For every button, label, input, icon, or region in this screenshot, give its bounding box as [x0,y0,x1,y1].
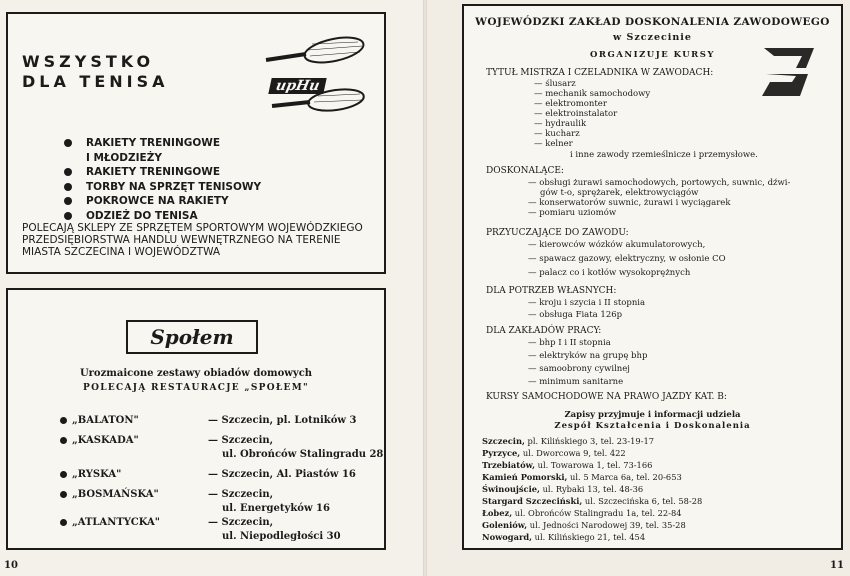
notice-city: w Szczecinie [613,32,692,43]
list-item: TORBY NA SPRZĘT TENISOWY [64,180,261,195]
courses-notice [462,4,843,550]
contact-row: Nowogard, ul. Kilińskiego 21, tel. 454 [482,532,646,542]
tennis-headline: WSZYSTKO DLA TENISA [22,52,169,91]
list-item: — minimum sanitarne [528,377,623,387]
section-heading: TYTUŁ MISTRZA I CZELADNIKA W ZAWODACH: [486,68,714,78]
brand-logo: upHu [268,78,327,94]
list-item: — ślusarz [534,79,576,89]
tennis-item-list [64,136,261,223]
list-item: — kierowców wózków akumulatorowych, [528,240,705,250]
contact-row: Goleniów, ul. Jedności Narodowej 39, tel. 35-28 [482,520,686,530]
bullet-icon [64,139,72,147]
section-heading: DLA ZAKŁADÓW PRACY: [486,326,602,336]
page-number: 11 [830,560,844,571]
contact-row: Łobez, ul. Obrońców Stalingradu 1a, tel. 22-84 [482,508,682,518]
contact-row: Stargard Szczeciński, ul. Szczecińska 6, tel. 58-28 [482,496,703,506]
bullet-icon [60,437,67,444]
spolem-intro-sub: POLECAJĄ RESTAURACJE „SPOŁEM" [83,383,309,393]
contact-row: Trzebiatów, ul. Towarowa 1, tel. 73-166 [482,460,653,470]
list-item: — obsługi żurawi samochodowych, portowych, suwnic, dźwi- [528,178,790,188]
list-item: ODZIEŻ DO TENISA [64,209,261,224]
page-number: 10 [4,560,18,571]
list-item: — hydraulik [534,119,586,129]
tennis-ad [6,12,386,274]
spolem-ad: Społem Urozmaicone zestawy obiadów domowych POLECAJĄ RESTAURACJE „SPOŁEM" „BALATON" — Szczecin, pl. Lotników 3 „KASKADA" — Szczecin, ul. Obrońców Stalingradu 28 „RYSKA" — Szczecin, Al. Piastów 16 „BOSMAŃSKA" — Szczecin, ul. Energetyków 16 „ATLANTYCKA" — Szczecin, ul. Niepodległości 30 [6,288,386,550]
list-item: — elektryków na grupę bhp [528,351,647,361]
list-item-cont: gów t-o, sprężarek, elektrowyciągów [540,188,699,198]
list-item: — elektroinstalator [534,109,617,119]
list-item: POKROWCE NA RAKIETY [64,194,261,209]
book-gutter [423,0,427,576]
list-item: — spawacz gazowy, elektryczny, w osłonie CO [528,254,726,264]
emblem-icon [756,42,822,102]
bullet-icon [64,197,72,205]
contact-row: Szczecin, pl. Kilińskiego 3, tel. 23-19-17 [482,436,655,446]
list-item: — palacz co i kotłów wysokoprężnych [528,268,690,278]
list-item: RAKIETY TRENINGOWE [64,165,261,180]
section-heading: DOSKONALĄCE: [486,166,564,176]
list-item: — samoobrony cywilnej [528,364,630,374]
list-note: i inne zawody rzemieślnicze i przemysłowe. [570,150,758,160]
bullet-icon [64,183,72,191]
notice-title: WOJEWÓDZKI ZAKŁAD DOSKONALENIA ZAWODOWEGO [475,16,830,28]
bullet-icon [60,417,67,424]
tennis-footer-text: POLECAJĄ SKLEPY ZE SPRZĘTEM SPORTOWYM WOJEWÓDZKIEGO PRZEDSIĘBIORSTWA HANDLU WEWNĘTRZNEGO NA TERENIE MIASTA SZCZECINA I WOJEWÓDZTWA [22,222,363,258]
bullet-icon [60,471,67,478]
list-item: — pomiaru uziomów [528,208,616,218]
list-item: RAKIETY TRENINGOWE I MŁODZIEŻY [64,136,261,165]
contact-row: Świnoujście, ul. Rybaki 13, tel. 48-36 [482,484,644,494]
list-item: — kucharz [534,129,580,139]
bullet-icon [60,519,67,526]
section-heading: KURSY SAMOCHODOWE NA PRAWO JAZDY KAT. B: [486,392,727,402]
contact-row: Pyrzyce, ul. Dworcowa 9, tel. 422 [482,448,626,458]
notice-subtitle: ORGANIZUJE KURSY [590,50,715,60]
list-item: — kelner [534,139,573,149]
list-item: — obsługa Fiata 126p [528,310,622,320]
enroll-subheading: Zespół Kształcenia i Doskonalenia [554,421,751,431]
enroll-heading: Zapisy przyjmuje i informacji udziela [564,410,741,420]
contact-row: Kamień Pomorski, ul. 5 Marca 6a, tel. 20-653 [482,472,682,482]
bullet-icon [64,212,72,220]
spolem-logo: Społem [126,320,258,354]
list-item: — bhp I i II stopnia [528,338,611,348]
bullet-icon [60,491,67,498]
list-item: — kroju i szycia i II stopnia [528,298,645,308]
tennis-rackets-icon [262,34,372,118]
spolem-intro: Urozmaicone zestawy obiadów domowych [79,368,313,379]
section-heading: DLA POTRZEB WŁASNYCH: [486,286,617,296]
section-heading: PRZYUCZAJĄCE DO ZAWODU: [486,228,629,238]
list-item: — konserwatorów suwnic, żurawi i wyciągarek [528,198,730,208]
bullet-icon [64,168,72,176]
list-item: — elektromonter [534,99,607,109]
list-item: — mechanik samochodowy [534,89,650,99]
